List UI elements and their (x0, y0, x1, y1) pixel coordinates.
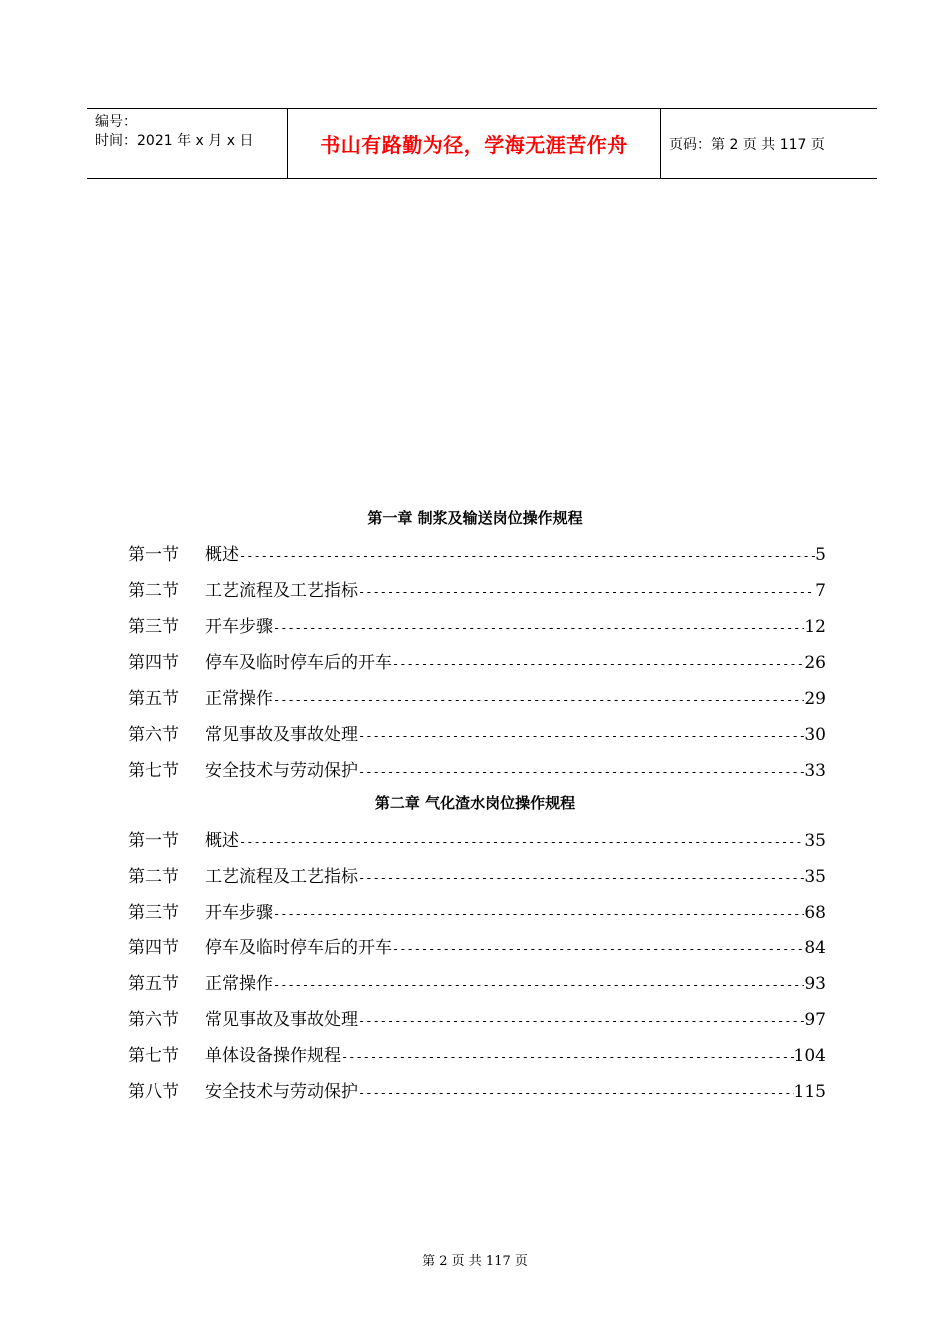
toc-page: 104 (793, 1046, 826, 1066)
toc-entry[interactable] (128, 933, 826, 958)
toc-entry[interactable] (128, 862, 826, 887)
toc-page: 33 (804, 761, 826, 781)
toc-leader (273, 907, 804, 921)
toc-leader (239, 549, 815, 563)
toc-title: 常见事故及事故处理 (205, 1010, 358, 1030)
toc-leader (358, 765, 804, 779)
footer-page-number: 第 2 页 共 117 页 (422, 1254, 528, 1269)
toc-section: 第三节 (128, 617, 179, 637)
toc-section: 第一节 (128, 545, 179, 565)
toc-title: 概述 (205, 831, 239, 851)
toc-leader (392, 657, 804, 671)
toc-entry[interactable] (128, 720, 826, 745)
toc-section: 第三节 (128, 903, 179, 923)
toc-section: 第四节 (128, 653, 179, 673)
toc-section: 第四节 (128, 938, 179, 958)
toc-entry[interactable] (128, 969, 826, 994)
toc-leader (273, 693, 804, 707)
toc-leader (358, 585, 815, 599)
toc-leader (392, 942, 804, 956)
toc-section: 第七节 (128, 761, 179, 781)
toc-entry[interactable] (128, 1005, 826, 1030)
page-footer (0, 1250, 950, 1269)
toc-title: 开车步骤 (205, 617, 273, 637)
toc-entry[interactable] (128, 1077, 826, 1102)
toc-title: 正常操作 (205, 974, 273, 994)
toc-title: 停车及临时停车后的开车 (205, 938, 392, 958)
toc-leader (358, 871, 804, 885)
toc-leader (273, 978, 804, 992)
toc-page: 29 (804, 689, 826, 709)
toc-entry[interactable] (128, 756, 826, 781)
toc-section: 第一节 (128, 831, 179, 851)
toc-page: 7 (815, 581, 826, 601)
toc-section: 第五节 (128, 974, 179, 994)
toc-section: 第五节 (128, 689, 179, 709)
toc-entry[interactable] (128, 648, 826, 673)
header-meta (87, 109, 288, 178)
toc-page: 35 (804, 867, 826, 887)
toc-page: 84 (804, 938, 826, 958)
toc-entry[interactable] (128, 684, 826, 709)
toc-page: 30 (804, 725, 826, 745)
toc-page: 26 (804, 653, 826, 673)
toc-title: 单体设备操作规程 (205, 1046, 341, 1066)
toc-section: 第八节 (128, 1082, 179, 1102)
page-header (87, 108, 877, 179)
toc-section: 第六节 (128, 1010, 179, 1030)
toc-entry[interactable] (128, 898, 826, 923)
toc-title: 安全技术与劳动保护 (205, 761, 358, 781)
toc-entry[interactable] (128, 1041, 826, 1066)
toc-section: 第二节 (128, 581, 179, 601)
toc-entry[interactable] (128, 612, 826, 637)
toc-leader (341, 1050, 794, 1064)
toc-section: 第七节 (128, 1046, 179, 1066)
chapter-title: 第二章 气化渣水岗位操作规程 (374, 794, 576, 812)
toc-leader (273, 621, 804, 635)
toc-section: 第六节 (128, 725, 179, 745)
toc-title: 常见事故及事故处理 (205, 725, 358, 745)
toc-entry[interactable] (128, 540, 826, 565)
toc-page: 35 (804, 831, 826, 851)
toc-title: 开车步骤 (205, 903, 273, 923)
toc-leader (358, 1086, 794, 1100)
toc-page: 12 (804, 617, 826, 637)
toc-leader (358, 729, 804, 743)
toc-leader (239, 835, 804, 849)
toc-title: 停车及临时停车后的开车 (205, 653, 392, 673)
toc-page: 115 (793, 1082, 826, 1102)
toc-title: 正常操作 (205, 689, 273, 709)
toc-title: 概述 (205, 545, 239, 565)
toc-entry[interactable] (128, 826, 826, 851)
toc-title: 安全技术与劳动保护 (205, 1082, 358, 1102)
header-page-label: 页码：第 2 页 共 117 页 (669, 136, 825, 153)
toc-page: 68 (804, 903, 826, 923)
chapter-title: 第一章 制浆及输送岗位操作规程 (367, 509, 583, 527)
toc-page: 5 (815, 545, 826, 565)
toc-page: 93 (804, 974, 826, 994)
toc-leader (358, 1014, 804, 1028)
toc-title: 工艺流程及工艺指标 (205, 581, 358, 601)
toc-section: 第二节 (128, 867, 179, 887)
toc-entry[interactable] (128, 576, 826, 601)
header-motto: 书山有路勤为径，学海无涯苦作舟 (288, 109, 661, 178)
document-number-label: 编号： (95, 114, 137, 130)
toc-page: 97 (804, 1010, 826, 1030)
document-time-label: 时间：2021 年 x 月 x 日 (95, 133, 254, 149)
toc-title: 工艺流程及工艺指标 (205, 867, 358, 887)
